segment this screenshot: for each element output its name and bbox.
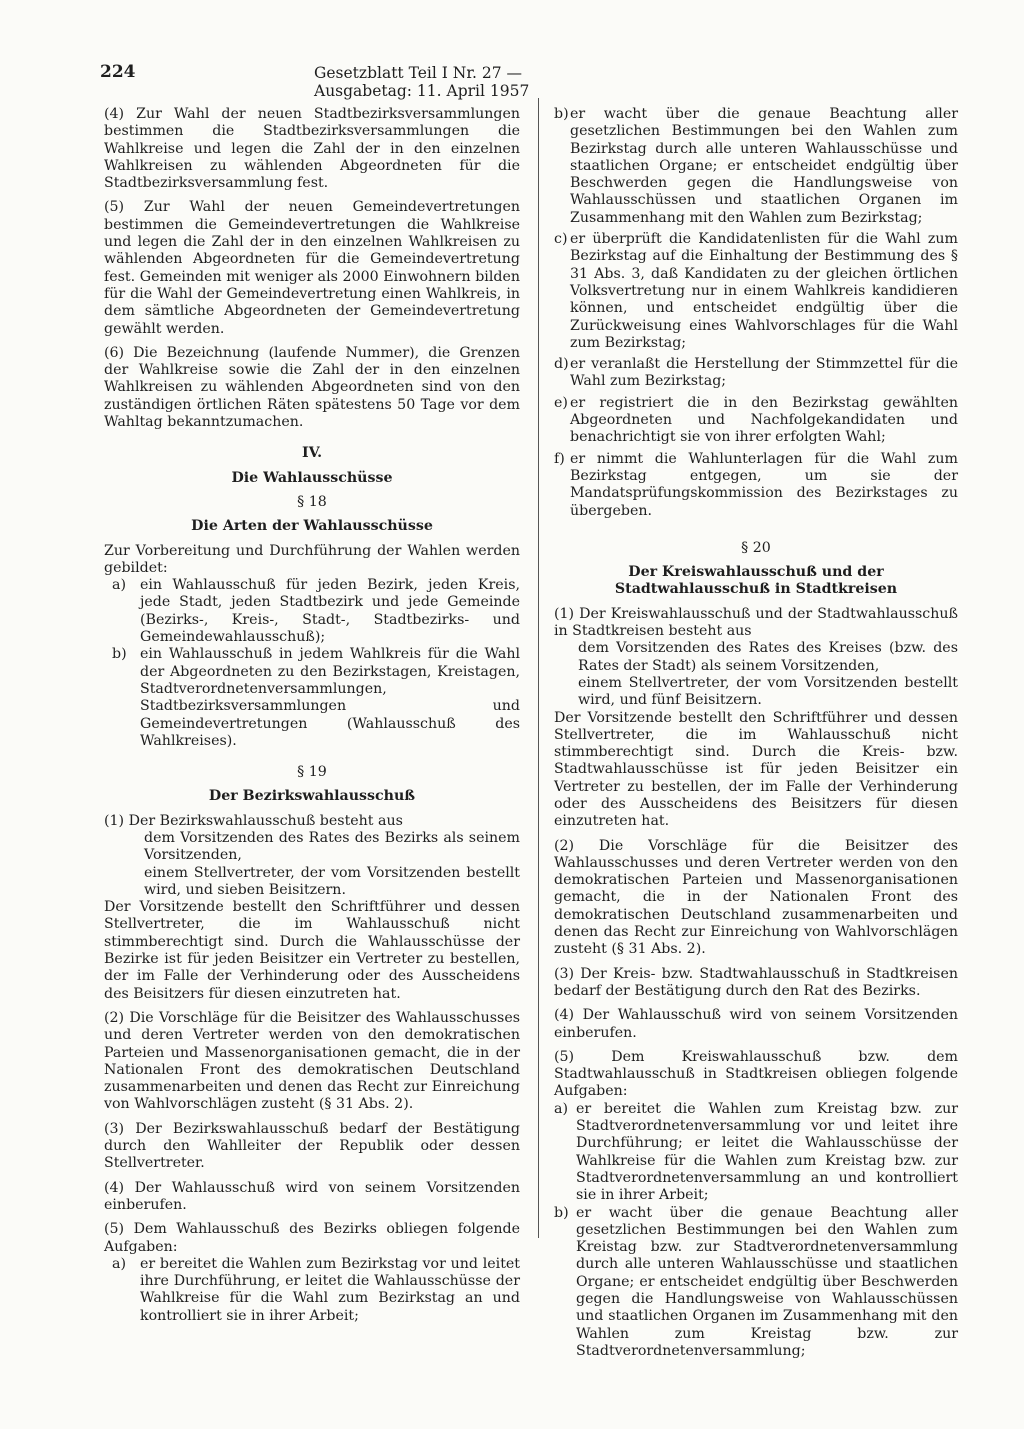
s19-member-2: einem Stellvertreter, der vom Vorsitzenden bestellt wird, und sieben Beisitzern. — [144, 864, 520, 898]
list-item — [554, 1205, 958, 1361]
list-item — [554, 356, 958, 391]
list-marker: a) — [554, 1100, 568, 1117]
list-item — [554, 1101, 958, 1205]
list-text: er überprüft die Kandidatenlisten für die Wahl zum Bezirkstag auf die Einhaltung der Bestimmung des § 31 Abs. 3, daß Kandidaten zu der gleichen örtlichen Volksvertretung nur in einem Wahlkreis kandidieren können, und entscheidet endgültig über die Zurückweisung eines Wahlvorschlages für die Wahl zum Bezirkstag; — [570, 231, 958, 351]
list-text: er bereitet die Wahlen zum Kreistag bzw. zur Stadtverordnetenversammlung vor und leitet ihre Durchführung; er leitet die Wahlausschüsse der Wahlkreise für die Wahlen zum Kreistag bzw. zur Stadtverordnetenversammlung an und kontrolliert sie in ihrer Arbeit; — [576, 1100, 958, 1204]
s19-paragraph-1: (1) Der Bezirkswahlausschuß besteht aus — [104, 812, 403, 829]
s19-paragraph-2: (2) Die Vorschläge für die Beisitzer des Wahlausschusses und deren Vertreter werden von den demokratischen Parteien und Massenorganisationen gemacht, die in der Nationalen Front des demokratischen Deutschland zusammenarbeiten und denen das Recht zur Einreichung von Wahlvorschlägen zusteht (§ 31 Abs. 2). — [104, 1009, 520, 1113]
list-item — [554, 395, 958, 447]
s20-paragraph-3: (3) Der Kreis- bzw. Stadtwahlausschuß in Stadtkreisen bedarf der Bestätigung durch den Rat des Bezirks. — [554, 965, 958, 999]
list-text: er bereitet die Wahlen zum Bezirkstag vor und leitet ihre Durchführung, er leitet die Wahlausschüsse der Wahlkreise für die Wahl zum Bezirkstag an und kontrolliert sie in ihrer Arbeit; — [140, 1255, 520, 1324]
list-marker: d) — [554, 356, 569, 373]
list-item — [104, 646, 520, 750]
list-marker: b) — [554, 1204, 569, 1221]
list-item — [554, 106, 958, 227]
s20-paragraph-1: (1) Der Kreiswahlausschuß und der Stadtwahlausschuß in Stadtkreisen besteht aus — [554, 605, 958, 640]
list-text: er veranlaßt die Herstellung der Stimmzettel für die Wahl zum Bezirkstag; — [570, 356, 958, 390]
list-marker: b) — [554, 106, 569, 122]
list-text: er wacht über die genaue Beachtung aller gesetzlichen Bestimmungen bei den Wahlen zum Bezirkstag durch alle unteren Wahlausschüsse und staatlichen Organe; er entscheidet endgültig über Beschwerden gegen die Handlungsweise von Wahlausschüssen und staatlichen Organen im Zusammenhang mit den Wahlen zum Bezirkstag; — [570, 106, 958, 226]
s19-title: Der Bezirkswahlausschuß — [208, 788, 416, 805]
column-divider — [538, 98, 539, 1238]
list-item — [104, 577, 520, 646]
page-header — [100, 62, 530, 100]
s18-intro: Zur Vorbereitung und Durchführung der Wahlen werden gebildet: — [104, 542, 520, 576]
s20-paragraph-4: (4) Der Wahlausschuß wird von seinem Vorsitzenden einberufen. — [554, 1007, 958, 1041]
list-marker: f) — [554, 450, 565, 467]
s20-number: § 20 — [741, 539, 771, 556]
list-marker: b) — [112, 646, 127, 663]
paragraph-6: (6) Die Bezeichnung (laufende Nummer), die Grenzen der Wahlkreise sowie die Zahl der in den einzelnen Wahlkreisen zu wählenden Abgeordneten sind von den zuständigen örtlichen Räten spätestens 50 Tage vor dem Wahltag bekanntzumachen. — [104, 344, 520, 431]
list-text: ein Wahlausschuß in jedem Wahlkreis für die Wahl der Abgeordneten zu den Bezirkstagen, Kreistagen, Stadtverordnetenversammlungen, Stadtbezirksversammlungen und Gemeindevertretungen (Wahlausschuß des Wahlkreises). — [140, 646, 520, 749]
list-text: ein Wahlausschuß für jeden Bezirk, jeden Kreis, jede Stadt, jeden Stadtbezirk und jede Gemeinde (Bezirks-, Kreis-, Stadt-, Stadtbezirks- und Gemeindewahlausschuß); — [140, 577, 520, 646]
s19-member-1: dem Vorsitzenden des Rates des Bezirks als seinem Vorsitzenden, — [144, 829, 520, 864]
list-marker: e) — [554, 394, 568, 411]
section-number: IV. — [301, 445, 323, 462]
s20-member-2: einem Stellvertreter, der vom Vorsitzenden bestellt wird, und fünf Beisitzern. — [578, 674, 958, 709]
list-item — [554, 231, 958, 352]
list-text: er wacht über die genaue Beachtung aller gesetzlichen Bestimmungen bei den Wahlen zum Kreistag bzw. zur Stadtverordnetenversammlung durch alle unteren Wahlausschüsse und staatlichen Organe; er entscheidet endgültig über Beschwerden gegen die Handlungsweise von Wahlausschüssen und staatlichen Organen im Zusammenhang mit den Wahlen zum Kreistag bzw. zur Stadtverordnetenversammlung; — [576, 1204, 958, 1359]
s19-tasks-continued — [554, 106, 958, 520]
s20-title: Der Kreiswahlausschuß und der Stadtwahlausschuß in Stadtkreisen — [614, 564, 898, 598]
right-column — [554, 106, 958, 1360]
list-text: er nimmt die Wahlunterlagen für die Wahl zum Bezirkstag entgegen, um sie der Mandatsprüfungskommission des Bezirkstages zu übergeben. — [570, 450, 958, 519]
s20-paragraph-1-tail: Der Vorsitzende bestellt den Schriftführer und dessen Stellvertreter, die im Wahlausschuß nicht stimmberechtigt sind. Durch die Kreis- bzw. Stadtwahlausschüsse ist für jeden Beisitzer ein Vertreter zu bestellen, der im Falle der Verhinderung oder des Ausscheidens des Beisitzers für diesen einzutreten hat. — [554, 709, 958, 830]
s19-paragraph-3: (3) Der Bezirkswahlausschuß bedarf der Bestätigung durch den Wahlleiter der Republik oder dessen Stellvertreter. — [104, 1120, 520, 1172]
list-text: er registriert die in den Bezirkstag gewählten Abgeordneten und Nachfolgekandidaten und benachrichtigt sie von ihrer erfolgten Wahl; — [570, 394, 958, 446]
s19-paragraph-5: (5) Dem Wahlausschuß des Bezirks obliegen folgende Aufgaben: — [104, 1221, 520, 1255]
paragraph-4: (4) Zur Wahl der neuen Stadtbezirksversammlungen bestimmen die Stadtbezirksversammlungen die Wahlkreise und legen die Zahl der in den einzelnen Wahlkreisen zu wählenden Abgeordneten für die Stadtbezirksversammlung fest. — [104, 106, 520, 192]
list-marker: a) — [112, 1255, 126, 1272]
list-marker: c) — [554, 231, 568, 248]
list-marker: a) — [112, 577, 126, 594]
s18-title: Die Arten der Wahlausschüsse — [191, 518, 433, 535]
list-item — [554, 451, 958, 520]
s20-paragraph-2: (2) Die Vorschläge für die Beisitzer des Wahlausschusses und deren Vertreter werden von den demokratischen Parteien und Massenorganisationen gemacht, die in der Nationalen Front des demokratischen Deutschland zusammenarbeiten und denen das Recht zur Einreichung von Wahlvorschlägen zusteht (§ 31 Abs. 2). — [554, 837, 958, 958]
s18-number: § 18 — [297, 493, 327, 510]
left-column — [104, 106, 520, 1325]
s20-member-1: dem Vorsitzenden des Rates des Kreises (bzw. des Rates der Stadt) als seinem Vorsitzenden, — [578, 640, 958, 674]
paragraph-5: (5) Zur Wahl der neuen Gemeindevertretungen bestimmen die Gemeindevertretungen die Wahlkreise und legen die Zahl der in den einzelnen Wahlkreisen zu wählenden Abgeordneten für die Gemeindevertretung fest. Gemeinden mit weniger als 2000 Einwohnern bilden für die Wahl der Gemeindevertretung einen Wahlkreis, in dem sämtliche Abgeordneten der Gemeindevertretung gewählt werden. — [104, 199, 520, 337]
s18-list — [104, 577, 520, 750]
s20-paragraph-5: (5) Dem Kreiswahlausschuß bzw. dem Stadtwahlausschuß in Stadtkreisen obliegen folgende Aufgaben: — [554, 1048, 958, 1100]
gazette-header-title: Gesetzblatt Teil I Nr. 27 — Ausgabetag: 11. April 1957 — [314, 64, 530, 100]
s19-paragraph-1-tail: Der Vorsitzende bestellt den Schriftführer und dessen Stellvertreter, die im Wahlausschuß nicht stimmberechtigt sind. Durch die Wahlausschüsse der Bezirke ist für jeden Beisitzer ein Vertreter zu bestellen, der im Falle der Verhinderung oder des Ausscheidens des Beisitzers für diesen einzutreten hat. — [104, 899, 520, 1002]
s19-paragraph-4: (4) Der Wahlausschuß wird von seinem Vorsitzenden einberufen. — [104, 1179, 520, 1213]
section-title: Die Wahlausschüsse — [231, 469, 393, 486]
page-number: 224 — [100, 62, 136, 82]
s19-number: § 19 — [297, 764, 327, 781]
list-item — [104, 1256, 520, 1325]
